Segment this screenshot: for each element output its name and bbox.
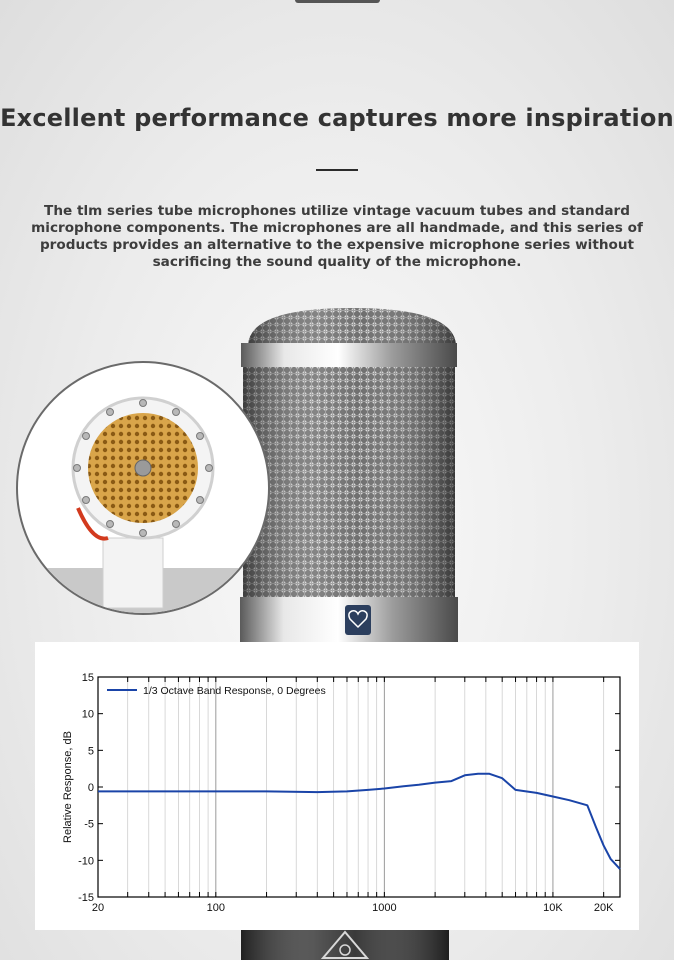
y-tick-label: 0 xyxy=(87,782,94,794)
x-tick-label: 20 xyxy=(91,902,105,914)
top-tab-decoration xyxy=(295,0,380,3)
y-tick-label: 10 xyxy=(81,708,94,721)
y-tick-label: 5 xyxy=(87,745,94,758)
title-divider xyxy=(316,169,358,171)
y-tick-label: 15 xyxy=(81,672,94,684)
x-tick-label: 1000 xyxy=(372,902,397,914)
chart-grid xyxy=(98,677,604,897)
y-axis-label: Relative Response, dB xyxy=(62,731,74,843)
mic-stand-base xyxy=(241,930,449,960)
y-tick-label: -10 xyxy=(78,855,94,868)
x-tick-label: 20K xyxy=(593,902,614,914)
plot-frame xyxy=(98,677,620,897)
chart-legend xyxy=(107,685,326,697)
y-tick-label: -15 xyxy=(78,892,94,904)
legend-label: 1/3 Octave Band Response, 0 Degrees xyxy=(143,685,326,697)
x-tick-label: 100 xyxy=(206,902,225,914)
frequency-response-chart xyxy=(35,642,639,930)
page-title: Excellent performance captures more inspiration xyxy=(0,104,674,132)
capsule-inset-photo xyxy=(13,358,273,618)
series-line-0 xyxy=(98,774,620,869)
product-description: The tlm series tube microphones utilize vintage vacuum tubes and standard microphone components. The microphones are all handmade, and this series of products provides an alternative to the expensive microphone series without sacrificing the sound quality of the microphone. xyxy=(31,203,643,270)
frequency-response-panel xyxy=(35,642,639,930)
y-tick-label: -5 xyxy=(84,818,94,831)
axis-ticks xyxy=(98,677,620,897)
x-tick-label: 10K xyxy=(543,902,563,914)
